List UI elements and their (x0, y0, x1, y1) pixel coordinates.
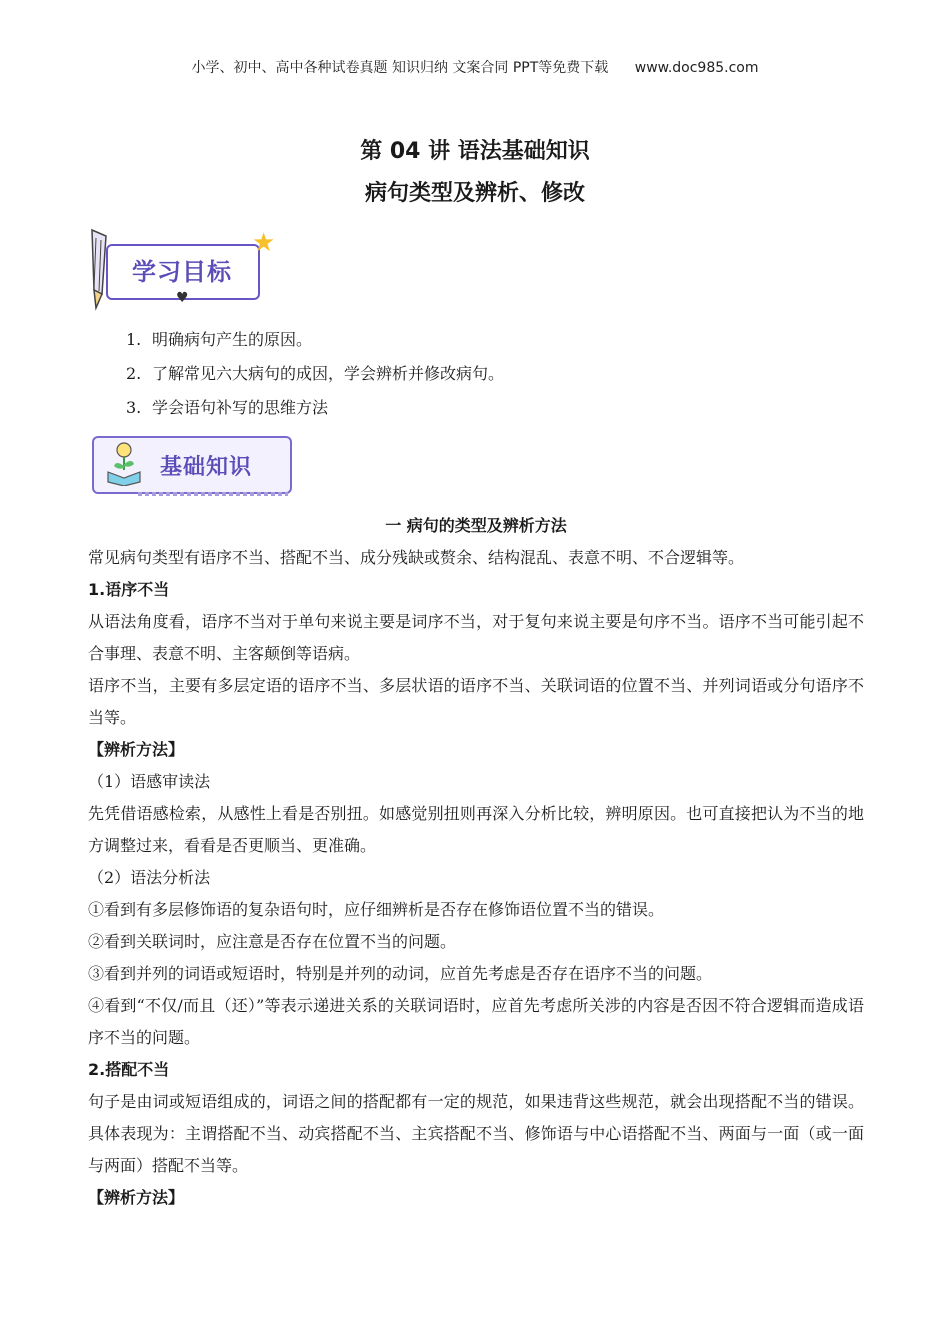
goals-badge (86, 224, 286, 312)
lightbulb-book-icon (104, 440, 144, 486)
main-content (88, 510, 864, 1214)
section-title: 一 病句的类型及辨析方法 (385, 516, 567, 535)
goal-text: 学会语句补写的思维方法 (152, 398, 329, 417)
goal-item (126, 357, 504, 391)
base-knowledge-badge (88, 434, 298, 498)
pencil-icon (86, 228, 112, 312)
lesson-subtitle: 病句类型及辨析、修改 (364, 181, 585, 206)
method-subheading: （2）语法分析法 (88, 868, 211, 887)
paragraph: 先凭借语感检索，从感性上看是否别扭。如感觉别扭则再深入分析比较，辨明原因。也可直接把认为不当的地方调整过来，看看是否更顺当、更准确。 (88, 804, 864, 855)
method-heading: 【辨析方法】 (88, 1188, 185, 1207)
check-item: ①看到有多层修饰语的复杂语句时，应仔细辨析是否存在修饰语位置不当的错误。 (88, 900, 665, 919)
goal-text: 了解常见六大病句的成因，学会辨析并修改病句。 (152, 364, 505, 383)
paragraph: 语序不当，主要有多层定语的语序不当、多层状语的语序不当、关联词语的位置不当、并列词语或分句语序不当等。 (88, 676, 864, 727)
badge-stripes (138, 492, 288, 496)
check-item: ③看到并列的词语或短语时，特别是并列的动词，应首先考虑是否存在语序不当的问题。 (88, 964, 713, 983)
paragraph: 句子是由词或短语组成的，词语之间的搭配都有一定的规范，如果违背这些规范，就会出现搭配不当的错误。具体表现为：主谓搭配不当、动宾搭配不当、主宾搭配不当、修饰语与中心语搭配不当、两面与一面（或一面与两面）搭配不当等。 (88, 1092, 864, 1175)
check-item: ②看到关联词时，应注意是否存在位置不当的问题。 (88, 932, 457, 951)
paragraph: 从语法角度看，语序不当对于单句来说主要是词序不当，对于复句来说主要是句序不当。语序不当可能引起不合事理、表意不明、主客颠倒等语病。 (88, 612, 864, 663)
header-tagline: 小学、初中、高中各种试卷真题 知识归纳 文案合同 PPT等免费下载 (191, 60, 609, 76)
method-heading: 【辨析方法】 (88, 740, 185, 759)
lesson-title: 第 04 讲 语法基础知识 (360, 139, 590, 164)
star-icon: ★ (252, 228, 276, 258)
goal-text: 明确病句产生的原因。 (152, 330, 313, 349)
check-item: ④看到“不仅/而且（还）”等表示递进关系的关联词语时，应首先考虑所关涉的内容是否因不符合逻辑而造成语序不当的问题。 (88, 996, 864, 1047)
goal-item (126, 391, 504, 425)
page-header (0, 57, 950, 77)
base-badge-label: 基础知识 (160, 455, 253, 480)
intro-paragraph: 常见病句类型有语序不当、搭配不当、成分残缺或赘余、结构混乱、表意不明、不合逻辑等。 (88, 548, 745, 567)
header-site-link[interactable]: www.doc985.com (634, 60, 759, 76)
method-subheading: （1）语感审读法 (88, 772, 211, 791)
goal-number: 3. (126, 398, 142, 417)
goals-badge-label: 学习目标 (132, 258, 232, 286)
goal-item (126, 323, 504, 357)
heading-collocation: 2.搭配不当 (88, 1060, 170, 1079)
heading-word-order: 1.语序不当 (88, 580, 170, 599)
goal-number: 1. (126, 330, 142, 349)
goal-number: 2. (126, 364, 142, 383)
heart-icon: ♥ (176, 290, 189, 306)
goals-list (126, 323, 504, 425)
